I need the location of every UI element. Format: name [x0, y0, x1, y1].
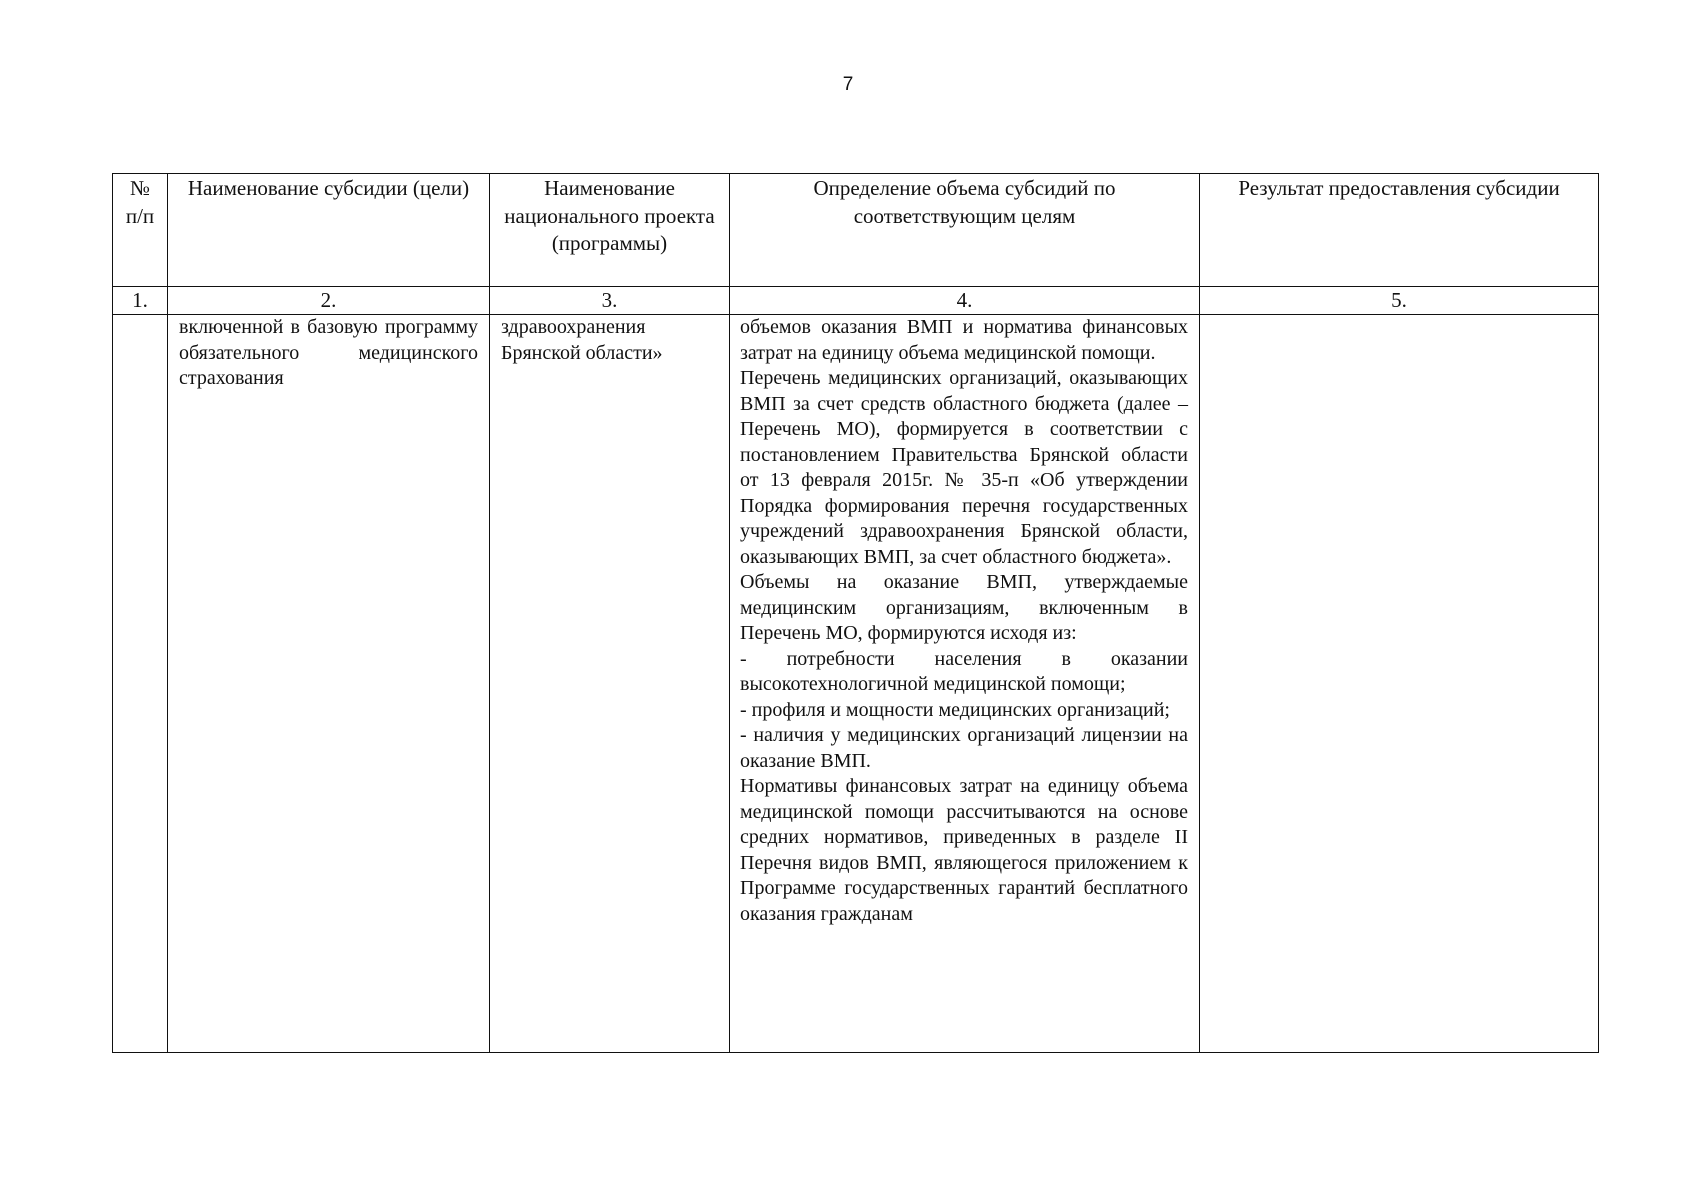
- volume-paragraph-3: Объемы на оказание ВМП, утверждаемые медицинским организациям, включенным в Перечень МО, формируются исходя из:: [740, 571, 1188, 644]
- volume-paragraph-1: объемов оказания ВМП и норматива финансовых затрат на единицу объема медицинской помощи.: [740, 316, 1188, 364]
- column-number-row: [113, 287, 1599, 315]
- header-subsidy-name: Наименование субсидии (цели): [168, 174, 490, 287]
- cell-national-project: [490, 315, 730, 1053]
- cell-number: [113, 315, 168, 1053]
- cell-subsidy-name: [168, 315, 490, 1053]
- national-project-text: здравоохранения Брянской области»: [501, 316, 663, 364]
- table-header-row: [113, 174, 1599, 287]
- column-number-3: 3.: [490, 287, 730, 315]
- cell-subsidy-result: [1200, 315, 1599, 1053]
- header-subsidy-result: Результат предоставления субсидии: [1200, 174, 1599, 287]
- list-item: - потребности населения в оказании высокотехнологичной медицинской помощи;: [740, 647, 1188, 695]
- volume-paragraph-2: Перечень медицинских организаций, оказывающих ВМП за счет средств областного бюджета (далее – Перечень МО), формируется в соответствии с постановлением Правительства Брянской области от 13 февраля 2015г. № 35-п «Об утверждении Порядка формирования перечня государственных учреждений здравоохранения Брянской области, оказывающих ВМП, за счет областного бюджета».: [740, 367, 1188, 568]
- table-row: [113, 315, 1599, 1053]
- list-item: - наличия у медицинских организаций лицензии на оказание ВМП.: [740, 724, 1188, 772]
- header-subsidy-volume: Определение объема субсидий по соответствующим целям: [730, 174, 1200, 287]
- column-number-1: 1.: [113, 287, 168, 315]
- page-number: 7: [842, 74, 854, 95]
- volume-paragraph-4: Нормативы финансовых затрат на единицу объема медицинской помощи рассчитываются на основе средних нормативов, приведенных в разделе II Перечня видов ВМП, являющегося приложением к Программе государственных гарантий бесплатного оказания гражданам: [740, 775, 1188, 925]
- cell-subsidy-volume: [730, 315, 1200, 1053]
- column-number-2: 2.: [168, 287, 490, 315]
- header-national-project: Наименование национального проекта (программы): [490, 174, 730, 287]
- column-number-5: 5.: [1200, 287, 1599, 315]
- column-number-4: 4.: [730, 287, 1200, 315]
- subsidy-name-text: включенной в базовую программу обязательного медицинского страхования: [179, 316, 478, 389]
- list-item: - профиля и мощности медицинских организаций;: [740, 698, 1170, 721]
- subsidy-table: [112, 173, 1599, 1053]
- header-number: № п/п: [113, 174, 168, 287]
